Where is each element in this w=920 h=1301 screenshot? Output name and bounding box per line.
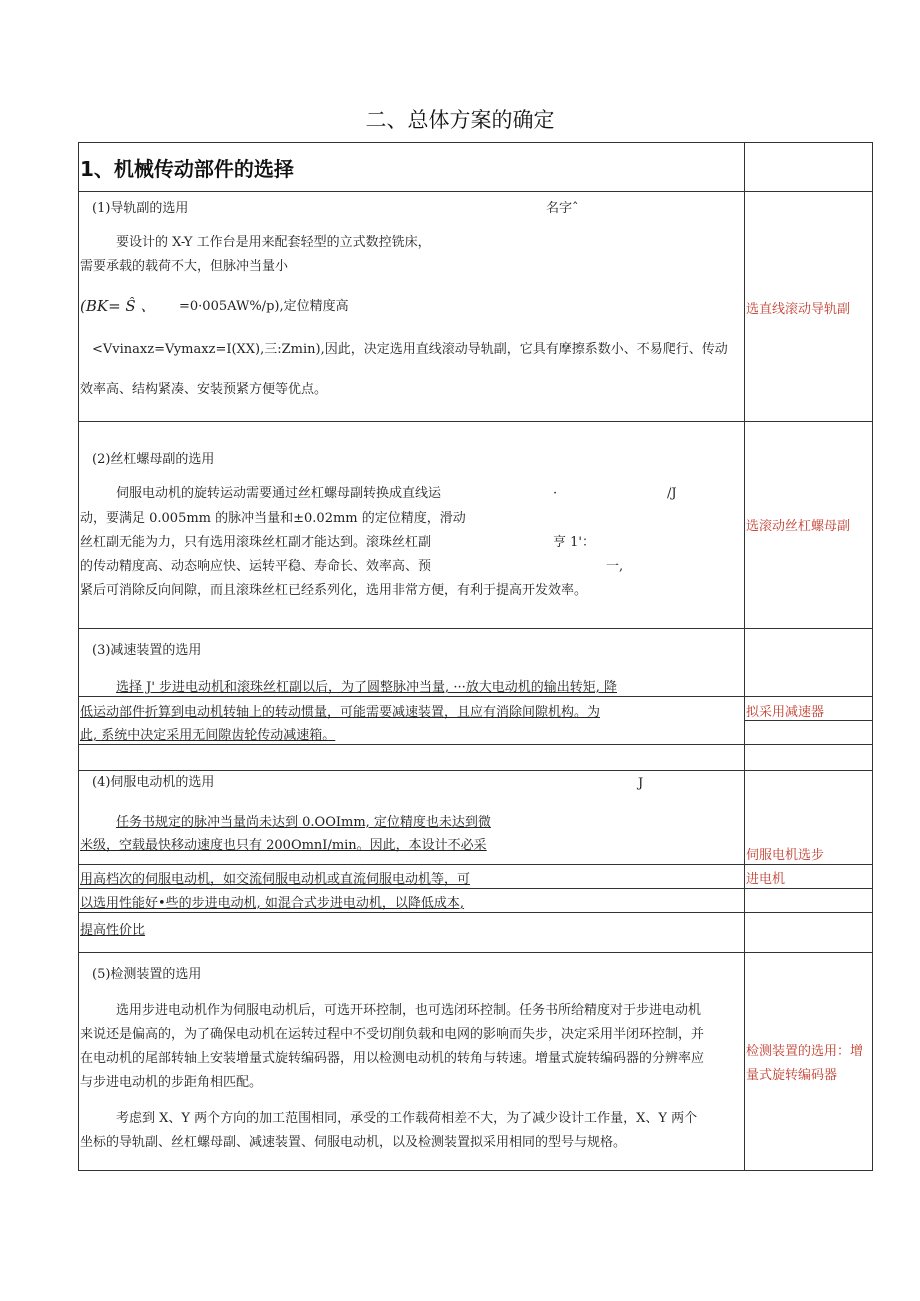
- annotation-note: 检测装置的选用：增: [746, 1044, 864, 1059]
- servo-motor-heading: (4)伺服电动机的选用: [92, 775, 215, 790]
- margin-mark: 亨 1'：: [553, 535, 595, 550]
- paragraph-line: 需要承载的载荷不大，但脉冲当量小: [80, 259, 289, 274]
- annotation-note: 量式旋转编码器: [746, 1068, 838, 1083]
- paragraph-line: 要设计的 X-Y 工作台是用来配套轻型的立式数控铣床，: [116, 235, 431, 250]
- margin-mark: /J: [667, 486, 677, 501]
- paragraph-line: 任务书规定的脉冲当量尚未达到 0.OOImm, 定位精度也未达到微: [116, 815, 491, 830]
- paragraph-line: 的传动精度高、动态响应快、运转平稳、寿命长、效率高、预: [80, 559, 432, 574]
- paragraph-line: 用高档次的伺服电动机，如交流伺服电动机或直流伺服电动机等，可: [80, 872, 471, 887]
- paragraph-line: 丝杠副无能为力，只有选用滚珠丝杠副才能达到。滚珠丝杠副: [80, 535, 432, 550]
- annotation-note: 拟采用减速器: [746, 705, 825, 720]
- annotation-note: 选滚动丝杠螺母副: [746, 519, 851, 534]
- margin-mark: J: [638, 776, 644, 791]
- paragraph-line: 以选用性能好•些的步进电动机, 如混合式步进电动机，以降低成本,: [80, 896, 465, 911]
- guide-rail-heading: (1)导轨副的选用: [92, 201, 189, 216]
- formula-part: =0·005AW%/p),定位精度高: [179, 299, 349, 314]
- margin-mark: ·: [553, 486, 558, 501]
- page-title: 二、总体方案的确定: [365, 108, 555, 132]
- row-divider: [78, 864, 873, 865]
- paragraph-line: 与步进电动机的步距角相匹配。: [80, 1075, 263, 1090]
- row-divider: [78, 888, 873, 889]
- paragraph-line: 米级，空载最快移动速度也只有 200OmnI/min。因此，本设计不必采: [80, 838, 487, 853]
- paragraph-line: 选用步进电动机作为伺服电动机后，可选开环控制，也可选闭环控制。任务书所给精度对于步进电动机: [116, 1003, 702, 1018]
- row-divider: [78, 628, 873, 629]
- paragraph-line: 低运动部件折算到电动机转轴上的转动惯量，可能需要减速装置，且应有消除间隙机构。为: [80, 705, 601, 720]
- detector-heading: (5)检测装置的选用: [92, 967, 202, 982]
- paragraph-line: <Vvinaxz=Vymaxz=I(XX),三:Zmin),因此，决定选用直线滚动导轨副，它具有摩擦系数小、不易爬行、传动: [92, 342, 728, 357]
- reducer-heading: (3)减速装置的选用: [92, 643, 202, 658]
- paragraph-line: 动，要满足 0.005mm 的脉冲当量和±0.02mm 的定位精度，滑动: [80, 511, 466, 526]
- row-divider: [78, 696, 873, 697]
- formula-part: (BK= Ŝ 、: [80, 297, 156, 315]
- row-divider: [78, 770, 873, 771]
- paragraph-line: 提高性价比: [80, 923, 146, 938]
- annotation-note: 进电机: [746, 872, 786, 887]
- paragraph-line: 来说还是偏高的，为了确保电动机在运转过程中不受切削负载和电网的影响而失步，决定采用半闭环控制，并: [80, 1027, 705, 1042]
- paragraph-line: 在电动机的尾部转轴上安装增量式旋转编码器，用以检测电动机的转角与转速。增量式旋转编码器的分辨率应: [80, 1051, 705, 1066]
- row-divider: [78, 952, 873, 953]
- paragraph-line: 效率高、结构紧凑、安装预紧方便等优点。: [80, 382, 328, 397]
- paragraph-line: 伺服电动机的旋转运动需要通过丝杠螺母副转换成直线运: [116, 486, 442, 501]
- annotation-note: 伺服电机选步: [746, 848, 825, 863]
- paragraph-line: 坐标的导轨副、丝杠螺母副、减速装置、伺服电动机，以及检测装置拟采用相同的型号与规格。: [80, 1135, 627, 1150]
- paragraph-line: 选择 J' 步进电动机和滚珠丝杠副以后，为了圆整脉冲当量, ···放大电动机的输出转矩, 降: [116, 680, 617, 695]
- paragraph-line: 考虑到 X、Y 两个方向的加工范围相同，承受的工作载荷相差不大，为了减少设计工作量，X、Y 两个: [116, 1111, 698, 1126]
- row-divider: [78, 912, 873, 913]
- row-divider: [78, 744, 873, 745]
- ball-screw-heading: (2)丝杠螺母副的选用: [92, 452, 215, 467]
- paragraph-line: 紧后可消除反向间隙，而且滚珠丝杠已经系列化，选用非常方便，有利于提高开发效率。: [80, 583, 588, 598]
- column-divider: [744, 142, 745, 1171]
- section-title: 1、机械传动部件的选择: [80, 157, 294, 181]
- margin-mark: 一,: [606, 559, 624, 574]
- paragraph-line: 此, 系统中决定采用无间隙齿轮传动减速箱。: [80, 728, 336, 743]
- annotation-note: 选直线滚动导轨副: [746, 302, 851, 317]
- row-divider: [78, 191, 873, 192]
- margin-mark: 名字ˆ: [546, 201, 579, 216]
- row-divider: [78, 421, 873, 422]
